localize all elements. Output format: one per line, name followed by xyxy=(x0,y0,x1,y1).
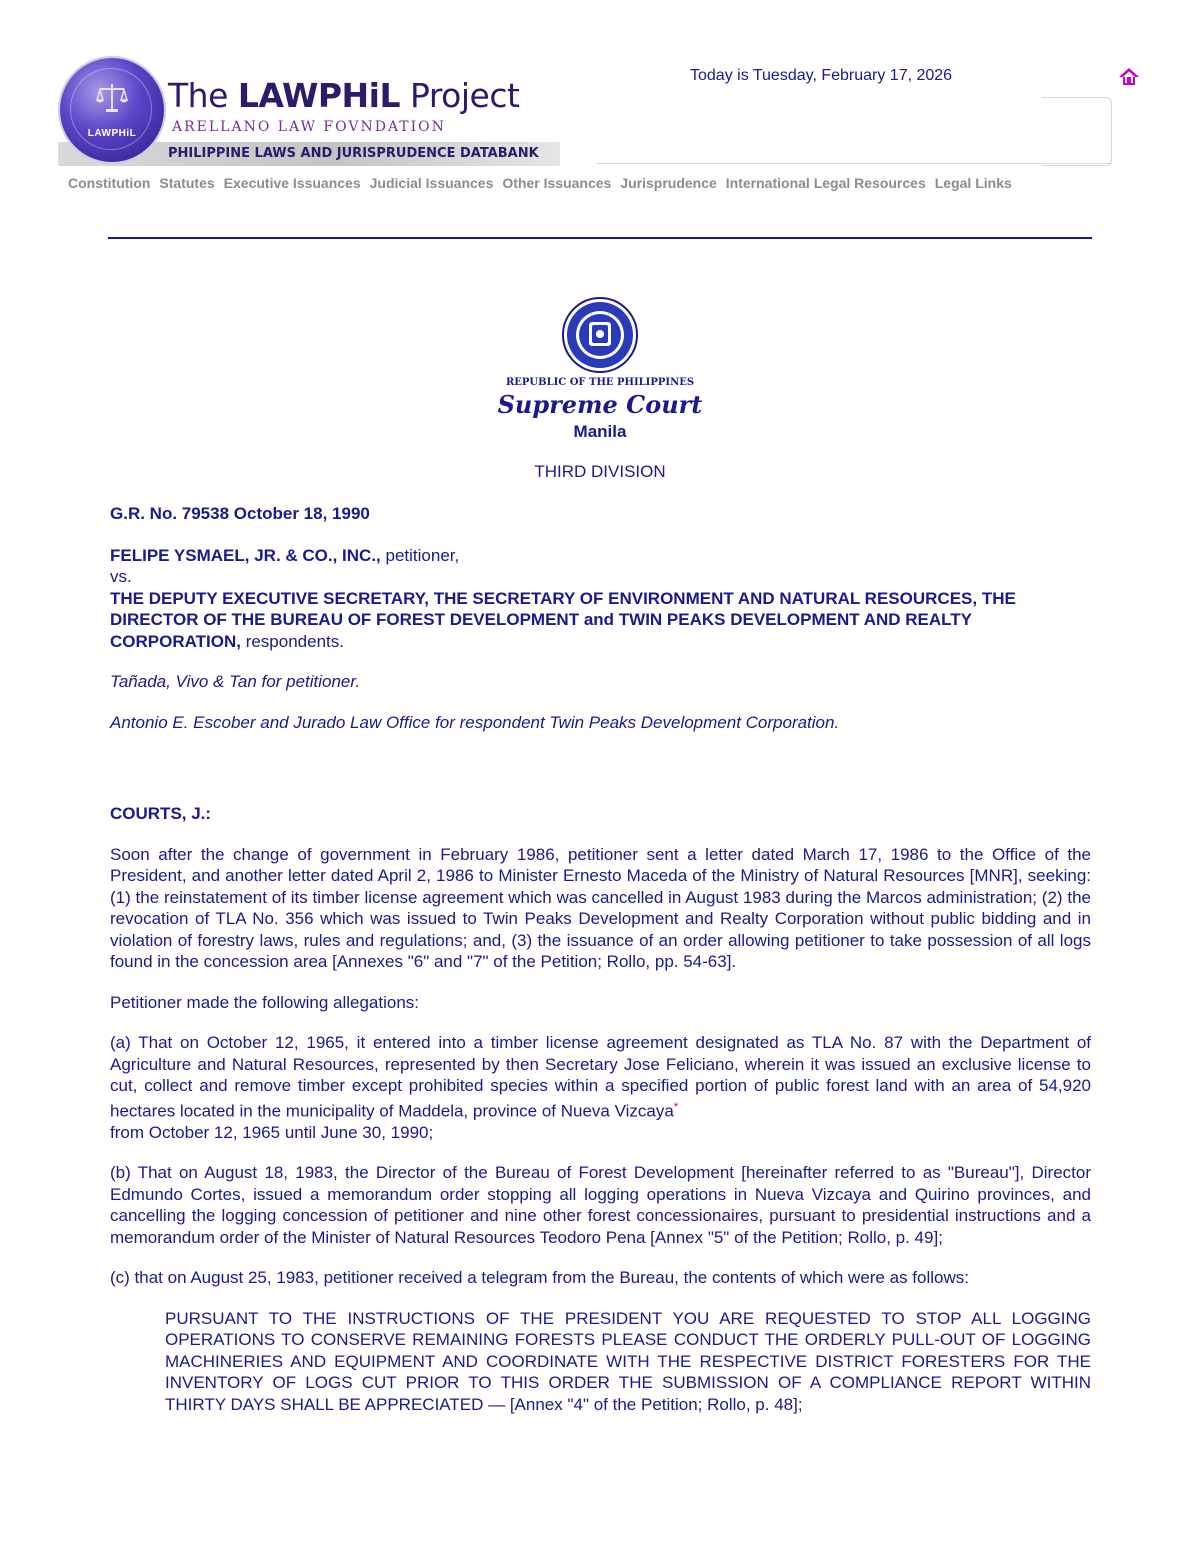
telegram-quote: PURSUANT TO THE INSTRUCTIONS OF THE PRESIDENT YOU ARE REQUESTED TO STOP ALL LOGGING OPERATIONS TO CONSERVE REMAINING FORESTS PLEASE CONDUCT THE ORDERLY PULL-OUT OF LOGGING MACHINERIES AND EQUIPMENT AND COORDINATE WITH THE RESPECTIVE DISTRICT FORESTERS FOR THE INVENTORY OF LOGS CUT PRIOR TO THIS ORDER THE SUBMISSION OF A COMPLIANCE REPORT WITHIN THIRTY DAYS SHALL BE APPRECIATED — [Annex "4" of the Petition; Rollo, p. 48]; xyxy=(165,1308,1091,1414)
nav-international-legal-resources[interactable]: International Legal Resources xyxy=(725,175,926,191)
supreme-court-seal-icon xyxy=(561,296,639,374)
paragraph-1: Soon after the change of government in February 1986, petitioner sent a letter dated March 17, 1986 to the Office of the President, and another letter dated April 2, 1986 to Minister Ernesto Maceda of the Ministry of Natural Resources [MNR], seeking: (1) the reinstatement of its timber license agreement which was cancelled in August 1983 during the Marcos administration; (2) the revocation of TLA No. 356 which was issued to Twin Peaks Development and Realty Corporation without public bidding and in violation of forestry laws, rules and regulations; and, (3) the issuance of an order allowing petitioner to take possession of all logs found in the concession area [Annexes "6" and "7" of the Petition; Rollo, pp. 54-63]. xyxy=(110,844,1091,971)
court-name: Supreme Court xyxy=(497,390,703,419)
court-division: THIRD DIVISION xyxy=(534,462,666,481)
nav-executive-issuances[interactable]: Executive Issuances xyxy=(223,175,361,191)
seal-lettering: LAWPHiL xyxy=(87,128,137,139)
content-divider xyxy=(108,237,1092,239)
petitioner-name: FELIPE YSMAEL, JR. & CO., INC., xyxy=(110,545,381,565)
nav-jurisprudence[interactable]: Jurisprudence xyxy=(620,175,717,191)
case-number: G.R. No. 79538 October 18, 1990 xyxy=(110,504,370,523)
allegation-b: (b) That on August 18, 1983, the Director of the Bureau of Forest Development [hereinafter referred to as "Bureau"], Director Edmundo Cortes, issued a memorandum order stopping all logging operations in Nueva Vizcaya and Quirino provinces, and cancelling the logging concession of petitioner and nine other forest concessionaires, pursuant to presidential instructions and a memorandum order of the Minister of Natural Resources Teodoro Pena [Annex "5" of the Petition; Rollo, p. 49]; xyxy=(110,1163,1091,1247)
lawphil-seal-icon xyxy=(60,58,164,162)
respondents-role: respondents. xyxy=(240,631,344,651)
paragraph-2: Petitioner made the following allegations: xyxy=(110,992,420,1012)
counsel-petitioner: Tañada, Vivo & Tan for petitioner. xyxy=(110,672,361,691)
ponente: COURTS, J.: xyxy=(110,804,212,823)
nav-judicial-issuances[interactable]: Judicial Issuances xyxy=(369,175,494,191)
footnote-marker[interactable]: * xyxy=(673,1100,679,1113)
decision-content xyxy=(110,503,1091,1415)
counsel-respondent: Antonio E. Escober and Jurado Law Office for respondent Twin Peaks Development Corporation. xyxy=(110,712,840,732)
nav-other-issuances[interactable]: Other Issuances xyxy=(502,175,612,191)
logo-banner-text: PHILIPPINE LAWS AND JURISPRUDENCE DATABANK xyxy=(168,146,539,161)
respondents-names: THE DEPUTY EXECUTIVE SECRETARY, THE SECRETARY OF ENVIRONMENT AND NATURAL RESOURCES, THE DIRECTOR OF THE BUREAU OF FOREST DEVELOPMENT and TWIN PEAKS DEVELOPMENT AND REALTY CORPORATION, xyxy=(110,588,1016,651)
petitioner-role: petitioner, xyxy=(380,545,460,565)
case-parties xyxy=(110,545,1091,653)
search-box[interactable] xyxy=(1042,97,1112,166)
nav-statutes[interactable]: Statutes xyxy=(159,175,215,191)
logo-title: The LAWPHiL Project xyxy=(168,76,520,115)
versus: vs. xyxy=(110,567,132,586)
allegation-a: (a) That on October 12, 1965, it entered into a timber license agreement designated as TLA No. 87 with the Department of Agriculture and Natural Resources, represented by then Secretary Jose Feliciano, wherein it was issued an exclusive license to cut, collect and remove timber except prohibited species within a specified portion of public forest land with an area of 54,920 hectares located in the municipality of Maddela, province of Nueva Vizcaya* from October 12, 1965 until June 30, 1990; xyxy=(110,1033,1091,1142)
lawphil-logo[interactable] xyxy=(58,58,563,170)
nav-legal-links[interactable]: Legal Links xyxy=(934,175,1012,191)
header-divider xyxy=(596,163,1112,164)
court-city: Manila xyxy=(573,422,627,441)
main-nav xyxy=(68,175,1012,191)
republic-label: REPUBLIC OF THE PHILIPPINES xyxy=(505,377,695,388)
home-icon[interactable] xyxy=(1118,66,1140,88)
nav-constitution[interactable]: Constitution xyxy=(68,175,151,191)
allegation-c: (c) that on August 25, 1983, petitioner received a telegram from the Bureau, the contents of which were as follows: xyxy=(110,1268,969,1288)
scales-of-justice-icon xyxy=(94,80,130,116)
today-date: Today is Tuesday, February 17, 2026 xyxy=(690,67,953,84)
logo-subtitle: ARELLANO LAW FOVNDATION xyxy=(172,119,446,135)
